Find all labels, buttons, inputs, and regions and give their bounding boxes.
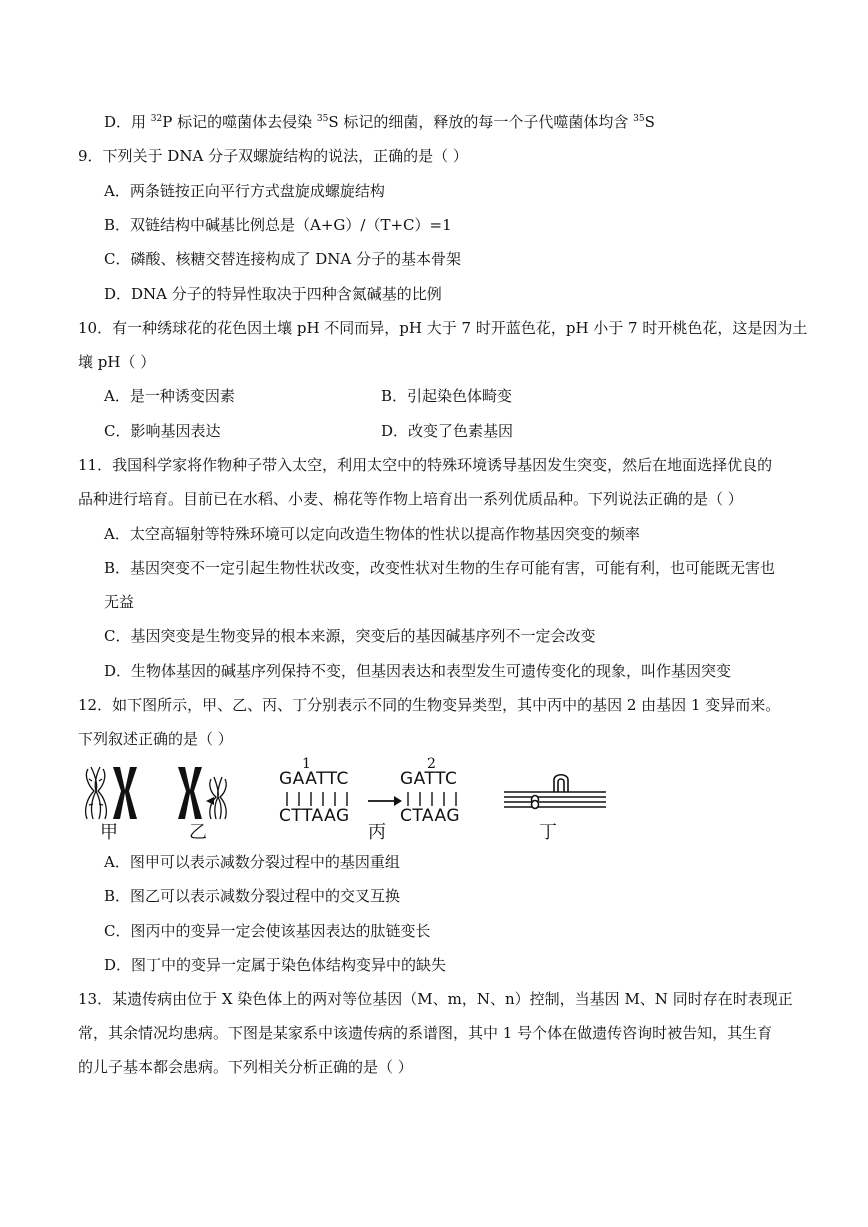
q10-option-d: D．改变了色素基因 <box>381 422 514 440</box>
q11-stem-line2: 品种进行培育。目前已在水稻、小麦、棉花等作物上培育出一系列优质品种。下列说法正确的是（ ） <box>78 490 743 508</box>
q10-stem-line2: 壤 pH（ ） <box>78 353 156 371</box>
gene1-top-strand: GAATTC <box>279 769 349 789</box>
q9-option-b: B．双链结构中碱基比例总是（A+G）/（T+C）=1 <box>104 216 452 234</box>
q12-option-a: A．图甲可以表示减数分裂过程中的基因重组 <box>104 853 400 871</box>
q12-figure <box>78 757 618 845</box>
base-pair-lines-gene2 <box>408 792 456 806</box>
q9-stem: 9．下列关于 DNA 分子双螺旋结构的说法，正确的是（ ） <box>78 147 468 165</box>
q12-option-c: C．图丙中的变异一定会使该基因表达的肽链变长 <box>104 922 431 940</box>
q11-stem-line1: 11．我国科学家将作物种子带入太空，利用太空中的特殊环境诱导基因发生突变，然后在地面选择优良的 <box>78 456 773 474</box>
chromosome-pair-jia <box>86 767 107 819</box>
solid-chromosome-yi <box>178 767 202 819</box>
q11-option-b-line1: B．基因突变不一定引起生物性状改变，改变性状对生物的生存可能有害，可能有利，也可能既无害也 <box>104 559 776 577</box>
q11-option-a: A．太空高辐射等特殊环境可以定向改造生物体的性状以提高作物基因突变的频率 <box>104 525 640 543</box>
gene2-top-strand: GATTC <box>400 769 458 789</box>
q12-stem-line2: 下列叙述正确的是（ ） <box>78 730 233 748</box>
q13-stem-line1: 13．某遗传病由位于 X 染色体上的两对等位基因（M、m，N、n）控制，当基因 M、N 同时存在时表现正 <box>78 990 793 1008</box>
label-ding: 丁 <box>539 822 557 843</box>
q9-option-c: C．磷酸、核糖交替连接构成了 DNA 分子的基本骨架 <box>104 250 461 268</box>
solid-chromosome-jia <box>113 767 137 819</box>
q11-option-d: D．生物体基因的碱基序列保持不变，但基因表达和表型发生可遗传变化的现象，叫作基因突变 <box>104 662 732 680</box>
base-pair-lines-gene1 <box>287 792 347 806</box>
chromosome-loop-ding <box>504 775 606 809</box>
q10-option-a: A．是一种诱变因素 <box>104 387 235 405</box>
q12-stem-line1: 12．如下图所示，甲、乙、丙、丁分别表示不同的生物变异类型，其中丙中的基因 2 由基因 1 变异而来。 <box>78 696 781 714</box>
label-jia: 甲 <box>100 822 118 843</box>
q11-option-c: C．基因突变是生物变异的根本来源，突变后的基因碱基序列不一定会改变 <box>104 627 596 645</box>
q10-option-c: C．影响基因表达 <box>104 422 221 440</box>
q13-stem-line3: 的儿子基本都会患病。下列相关分析正确的是（ ） <box>78 1058 413 1076</box>
q13-stem-line2: 常，其余情况均患病。下图是某家系中该遗传病的系谱图，其中 1 号个体在做遗传咨询时被告知，其生育 <box>78 1024 773 1042</box>
mutation-arrow-icon <box>368 796 402 806</box>
q12-option-b: B．图乙可以表示减数分裂过程中的交叉互换 <box>104 887 401 905</box>
q10-option-b: B．引起染色体畸变 <box>381 387 513 405</box>
gene1-number: 1 <box>302 756 311 772</box>
label-yi: 乙 <box>189 822 207 843</box>
q9-option-a: A．两条链按正向平行方式盘旋成螺旋结构 <box>104 182 385 200</box>
gene2-bottom-strand: CTAAG <box>400 806 461 826</box>
gene2-number: 2 <box>427 756 436 772</box>
q11-option-b-line2: 无益 <box>104 593 135 611</box>
q9-option-d: D．DNA 分子的特异性取决于四种含氮碱基的比例 <box>104 285 442 303</box>
label-bing: 丙 <box>368 822 386 843</box>
crossover-mark-yi <box>206 797 214 805</box>
q10-stem-line1: 10．有一种绣球花的花色因土壤 pH 不同而异，pH 大于 7 时开蓝色花，pH 小于 7 时开桃色花，这是因为土 <box>78 319 808 337</box>
q8-option-d: D．用 $^{32}$P 标记的噬菌体去侵染 $^{35}$S 标记的细菌，释放的每一个子代噬菌体均含 $^{35}$S <box>104 113 655 131</box>
gene1-bottom-strand: CTTAAG <box>279 806 350 826</box>
q12-option-d: D．图丁中的变异一定属于染色体结构变异中的缺失 <box>104 956 447 974</box>
